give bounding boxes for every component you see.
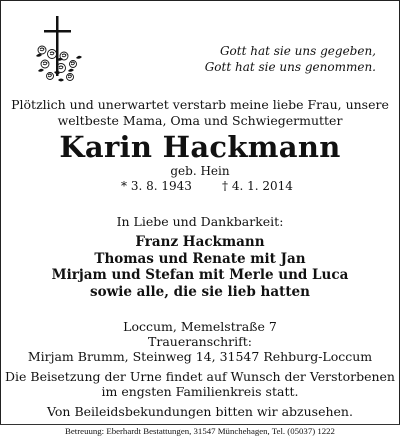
intro-line-1: Plötzlich und unerwartet verstarb meine liebe Frau, unsere	[11, 97, 389, 112]
mourner-name: Mirjam und Stefan mit Merle und Luca	[51, 267, 349, 283]
funeral-note	[0, 369, 400, 399]
cross-with-roses-icon	[28, 14, 88, 84]
birth-date: * 3. 8. 1943	[121, 179, 192, 193]
funeral-line-2: im engsten Familienkreis statt.	[101, 384, 299, 399]
intro-text	[0, 97, 400, 129]
mourner-name: sowie alle, die sie lieb hatten	[90, 283, 310, 300]
bible-quote	[156, 43, 376, 75]
death-date: † 4. 1. 2014	[222, 179, 293, 193]
mourning-address: Mirjam Brumm, Steinweg 14, 31547 Rehburg-Loccum	[27, 349, 373, 364]
location: Loccum, Memelstraße 7	[123, 319, 277, 334]
undertaker-footer: Betreuung: Eberhardt Bestattungen, 31547 Münchehagen, Tel. (05037) 1222	[0, 424, 400, 438]
quote-line-1: Gott hat sie uns gegeben,	[219, 44, 376, 58]
mourner-name: Thomas und Renate mit Jan	[94, 250, 306, 267]
deceased-name: Karin Hackmann	[59, 130, 341, 164]
address-label: Traueranschrift:	[148, 334, 252, 349]
quote-line-2: Gott hat sie uns genommen.	[204, 60, 376, 74]
intro-line-2: weltbeste Mama, Oma und Schwiegermutter	[57, 113, 343, 128]
condolence-note: Von Beileidsbekundungen bitten wir abzusehen.	[47, 404, 353, 419]
mourners-list	[0, 234, 400, 300]
mourners-intro: In Liebe und Dankbarkeit:	[116, 214, 284, 229]
address-block	[0, 319, 400, 364]
funeral-line-1: Die Beisetzung der Urne findet auf Wunsch der Verstorbenen	[5, 369, 395, 384]
maiden-name: geb. Hein	[170, 164, 230, 178]
mourner-name: Franz Hackmann	[135, 234, 265, 250]
